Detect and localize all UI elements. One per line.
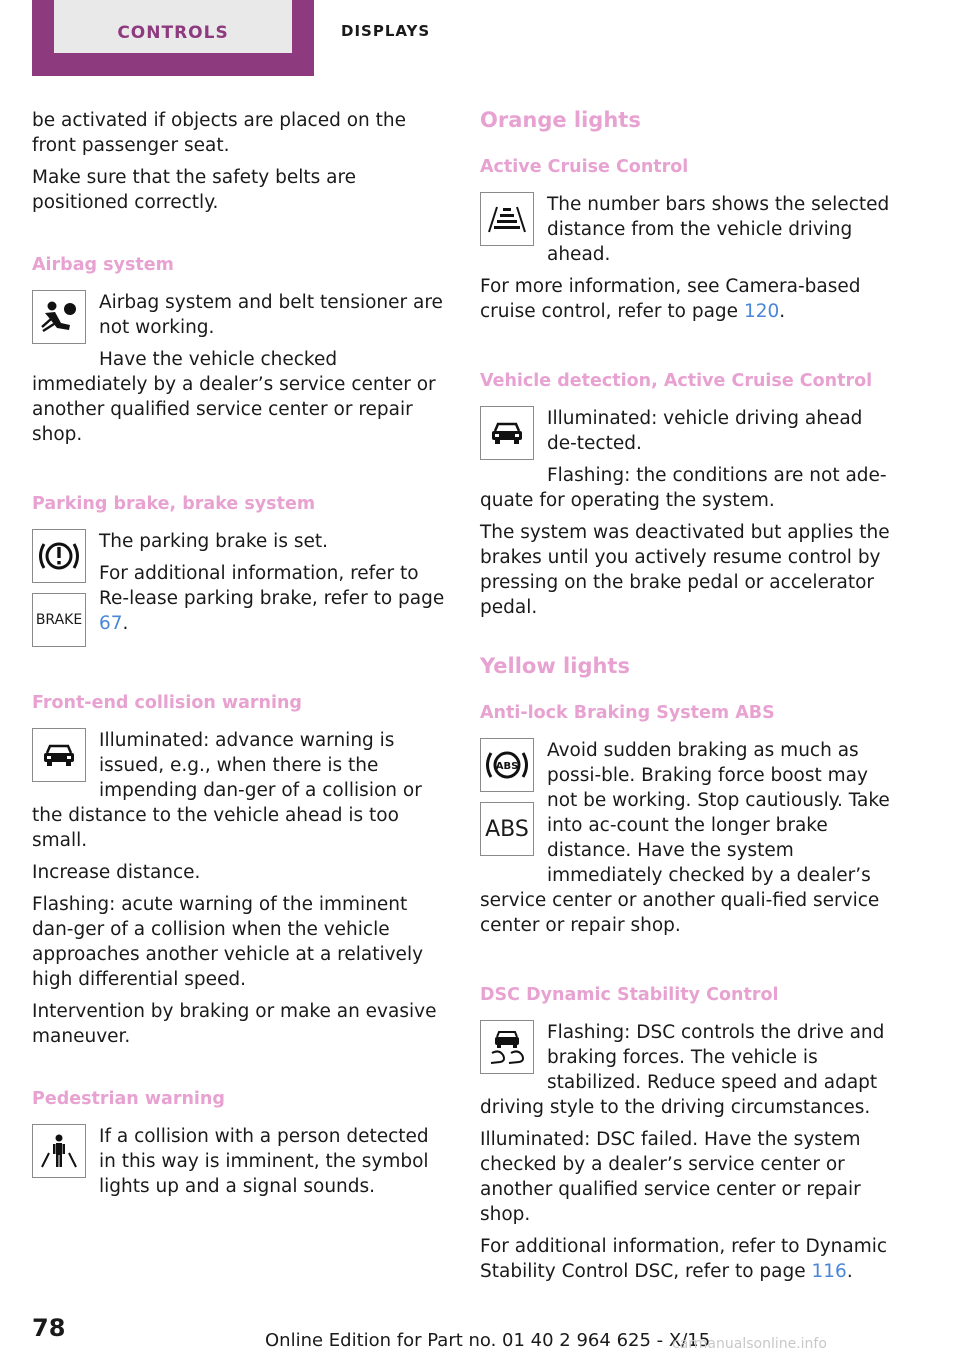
- vehicle-detection-text-1: Illuminated: vehicle driving ahead de‐tected.: [547, 408, 863, 454]
- acc-heading: Active Cruise Control: [480, 157, 689, 177]
- acc-entry: [480, 192, 895, 331]
- edition-footer: Online Edition for Part no. 01 40 2 964 625 - X/15: [265, 1330, 711, 1351]
- airbag-text-2: Have the vehicle checked immediately by a dealer’s service center or another qualified service center or repair shop.: [32, 349, 436, 445]
- tab-controls[interactable]: [32, 0, 314, 76]
- page-number: 78: [32, 1314, 66, 1342]
- tab-displays[interactable]: DISPLAYS: [341, 22, 431, 40]
- pedestrian-entry: [32, 1124, 447, 1206]
- dsc-entry: [480, 1020, 895, 1127]
- parking-entry: [32, 529, 447, 657]
- page-67-link[interactable]: 67: [99, 613, 123, 634]
- abs-circle-icon: [480, 738, 534, 792]
- page-116-link[interactable]: 116: [811, 1261, 847, 1282]
- abs-entry: [480, 738, 895, 945]
- svg-text:ABS: ABS: [495, 761, 519, 772]
- brake-exclamation-icon: [32, 529, 86, 583]
- front-collision-heading: Front-end collision warning: [32, 693, 302, 713]
- acc-text-1: The number bars shows the selected distance from the vehicle driving ahead.: [547, 194, 890, 265]
- intro-paragraph-2: Make sure that the safety belts are positioned correctly.: [32, 167, 357, 213]
- parking-text-1: The parking brake is set.: [99, 531, 328, 552]
- front-collision-text-4: Intervention by braking or make an evasive maneuver.: [32, 1001, 437, 1047]
- dsc-skid-icon: [480, 1020, 534, 1074]
- front-collision-text-2: Increase distance.: [32, 862, 201, 883]
- airbag-text-1: Airbag system and belt tensioner are not working.: [99, 292, 443, 338]
- intro-paragraph-1: be activated if objects are placed on the front passenger seat.: [32, 110, 406, 156]
- acc-text-2: For more information, see Camera-based cruise control, refer to page 120.: [480, 276, 861, 322]
- cruise-distance-icon: [480, 192, 534, 246]
- dsc-text-2: Illuminated: DSC failed. Have the system checked by a dealer’s service center or another qualified service center or repair shop.: [480, 1129, 861, 1225]
- vehicle-detection-text-2: Flashing: the conditions are not ade‐quate for operating the system.: [480, 465, 887, 511]
- front-collision-text-3: Flashing: acute warning of the imminent dan‐ger of a collision when the vehicle approaches another vehicle at a relatively high differential speed.: [32, 894, 424, 990]
- vehicle-detection-entry: [480, 406, 895, 520]
- dsc-text-3: For additional information, refer to Dynamic Stability Control DSC, refer to page 116.: [480, 1236, 888, 1282]
- abs-text-icon: ABS: [480, 802, 534, 856]
- dsc-text-1: Flashing: DSC controls the drive and braking forces. The vehicle is stabilized. Reduce speed and adapt driving style to the driving circumstances.: [480, 1022, 885, 1118]
- parking-text-2: For additional information, refer to Re‐lease parking brake, refer to page 67.: [99, 563, 445, 634]
- pedestrian-heading: Pedestrian warning: [32, 1089, 225, 1109]
- front-collision-text-1: Illuminated: advance warning is issued, e.g., when there is the impending dan‐ger of a collision or the distance to the vehicle ahead is too small.: [32, 730, 422, 851]
- brake-text-icon: BRAKE: [32, 593, 86, 647]
- vehicle-detected-icon: [480, 406, 534, 460]
- airbag-warning-icon: [32, 290, 86, 344]
- parking-heading: Parking brake, brake system: [32, 494, 316, 514]
- abs-text-1: Avoid sudden braking as much as possi‐ble. Braking force boost may not be working. Stop cautiously. Take into ac‐count the longer brake distance. Have the system immediately checked by a dealer’s service center or another quali‐fied service center or repair shop.: [480, 740, 890, 936]
- yellow-lights-heading: Yellow lights: [480, 654, 630, 678]
- car-ahead-icon: [32, 728, 86, 782]
- watermark: carmanualsonline.info: [672, 1336, 827, 1352]
- front-collision-entry: [32, 728, 447, 860]
- airbag-entry: [32, 290, 447, 454]
- right-column: [480, 108, 895, 1291]
- page-120-link[interactable]: 120: [743, 301, 780, 322]
- pedestrian-text-1: If a collision with a person detected in this way is imminent, the symbol lights up and a signal sounds.: [99, 1126, 429, 1197]
- airbag-heading: Airbag system: [32, 255, 174, 275]
- vehicle-detection-text-3: The system was deactivated but applies the brakes until you actively resume control by pressing on the brake pedal or accelerator pedal.: [480, 522, 890, 618]
- tab-controls-label: CONTROLS: [54, 0, 292, 53]
- orange-lights-heading: Orange lights: [480, 108, 641, 132]
- dsc-heading: DSC Dynamic Stability Control: [480, 985, 779, 1005]
- vehicle-detection-heading: Vehicle detection, Active Cruise Control: [480, 371, 873, 391]
- left-column: [32, 108, 447, 1206]
- abs-heading: Anti-lock Braking System ABS: [480, 703, 775, 723]
- pedestrian-icon: [32, 1124, 86, 1178]
- header-tab-bar: [0, 0, 960, 76]
